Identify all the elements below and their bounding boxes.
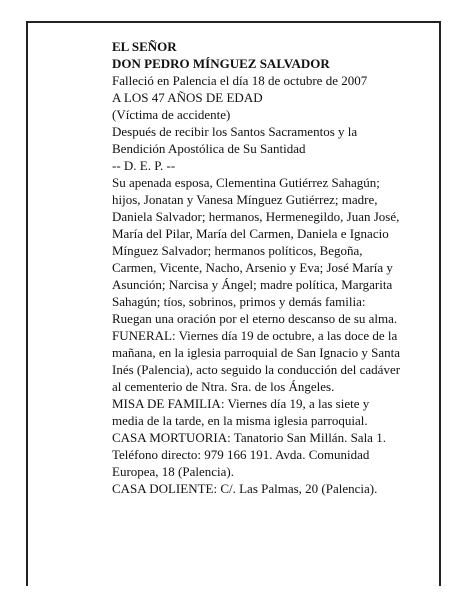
funeral-line: mañana, en la iglesia parroquial de San Ignacio y Santa [112,345,401,360]
sacraments-line-1: Después de recibir los Santos Sacramentos y la [112,124,358,139]
deceased-name: DON PEDRO MÍNGUEZ SALVADOR [112,56,330,71]
cause-line: (Víctima de accidente) [112,107,231,122]
family-line: hijos, Jonatan y Vanesa Mínguez Gutiérrez; madre, [112,192,378,207]
heading-title: EL SEÑOR [112,39,177,54]
funeral-home-line: Europea, 18 (Palencia). [112,464,235,479]
obituary-text [112,38,412,497]
age-line: A LOS 47 AÑOS DE EDAD [112,90,263,105]
family-line: Sahagún; tíos, sobrinos, primos y demás familia: [112,294,366,309]
family-line: Asunción; Narcisa y Ángel; madre política, Margarita [112,277,393,292]
family-line: Mínguez Salvador; hermanos políticos, Begoña, [112,243,363,258]
family-mass-line: MISA DE FAMILIA: Viernes día 19, a las siete y [112,396,370,411]
family-mass-line: media de la tarde, en la misma iglesia parroquial. [112,413,368,428]
funeral-home-line: CASA MORTUORIA: Tanatorio San Millán. Sala 1. [112,430,386,445]
family-line: Carmen, Vicente, Nacho, Arsenio y Eva; José María y [112,260,393,275]
funeral-line: FUNERAL: Viernes día 19 de octubre, a las doce de la [112,328,398,343]
family-line: Su apenada esposa, Clementina Gutiérrez Sahagún; [112,175,380,190]
funeral-line: al cementerio de Ntra. Sra. de los Ángeles. [112,379,335,394]
family-line: Daniela Salvador; hermanos, Hermenegildo, Juan José, [112,209,400,224]
death-date-line: Falleció en Palencia el día 18 de octubre de 2007 [112,73,368,88]
funeral-home-line: Teléfono directo: 979 166 191. Avda. Comunidad [112,447,370,462]
rip-line: -- D. E. P. -- [112,158,176,173]
prayer-line: Ruegan una oración por el eterno descanso de su alma. [112,311,398,326]
funeral-line: Inés (Palencia), acto seguido la conducción del cadáver [112,362,401,377]
mourning-house-line: CASA DOLIENTE: C/. Las Palmas, 20 (Palencia). [112,481,378,496]
family-line: María del Pilar, María del Carmen, Daniela e Ignacio [112,226,389,241]
sacraments-line-2: Bendición Apostólica de Su Santidad [112,141,306,156]
